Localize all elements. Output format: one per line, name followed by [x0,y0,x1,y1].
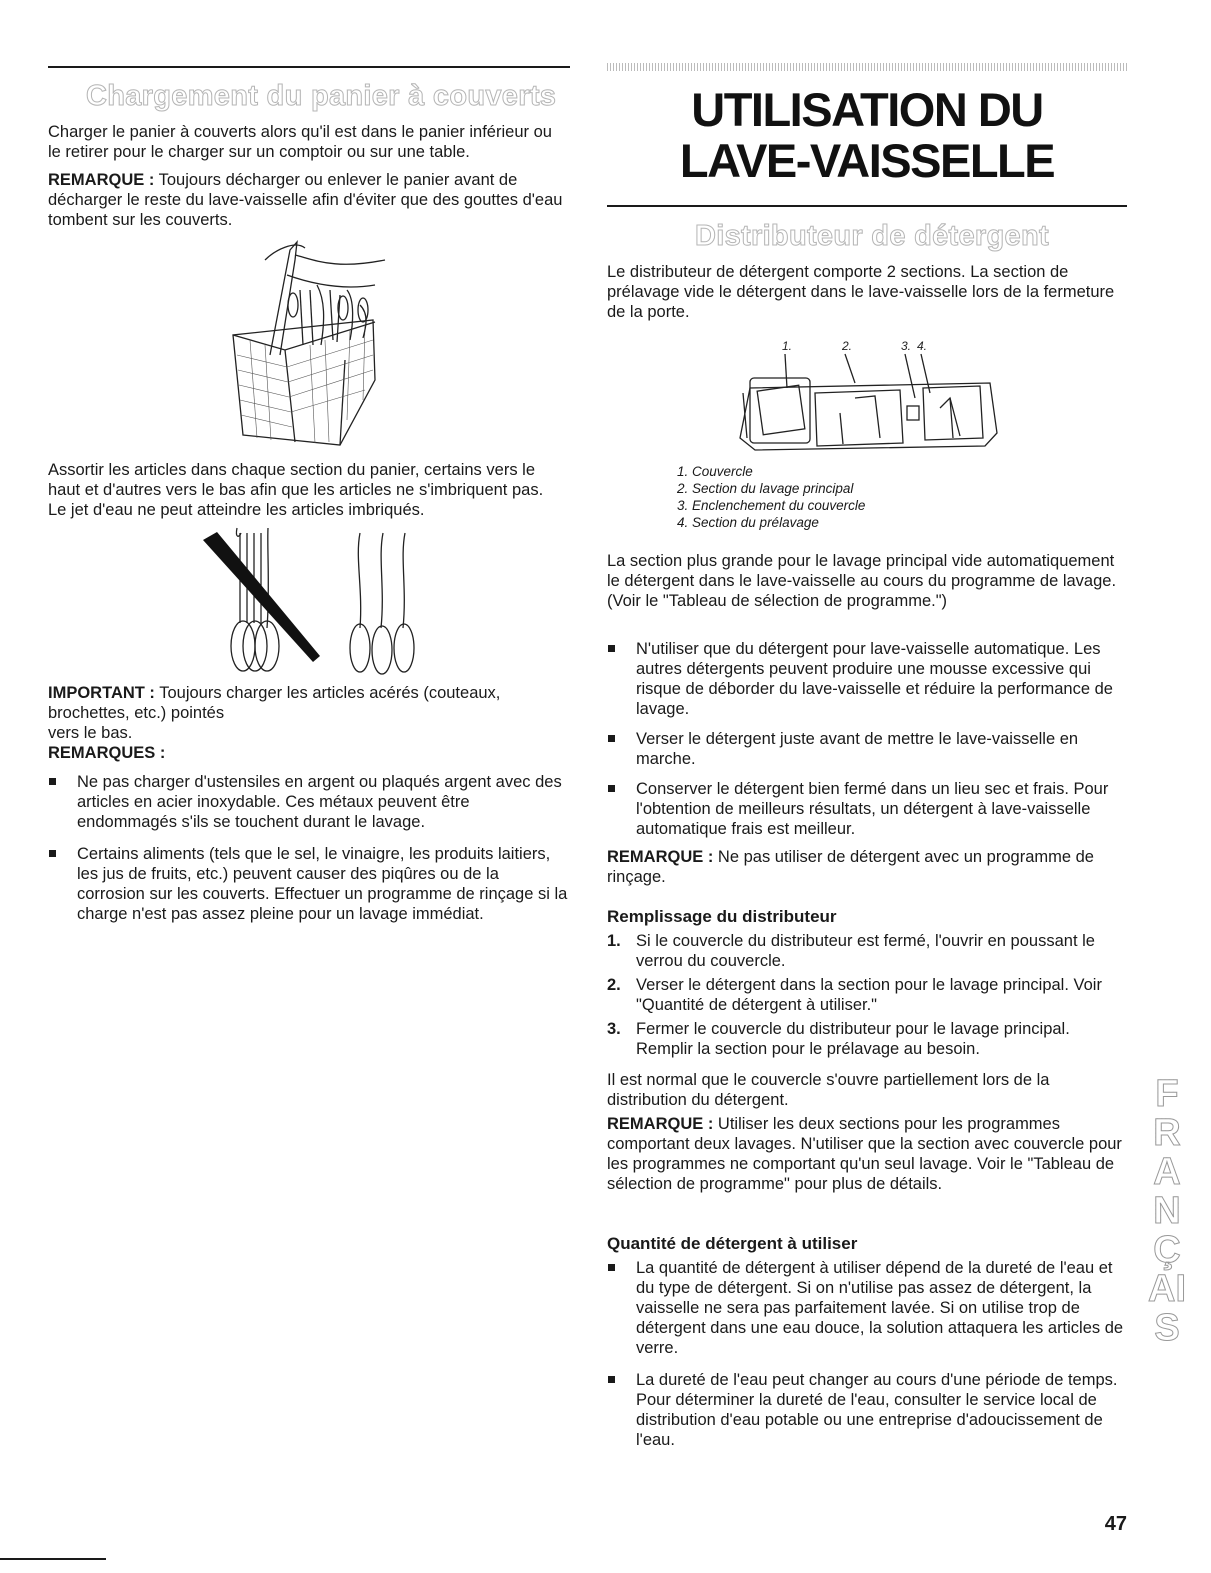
caption-item: 1. Couvercle [677,464,753,479]
right-top-dotted-rule [607,63,1127,71]
bullet-icon [608,1376,615,1383]
list-item: Certains aliments (tels que le sel, le vinaigre, les produits laitiers, les jus de fruits, etc.) peuvent causer des piqûres ou de la corrosion sur les couverts. Effectuer un programme de rinçage si la charge n'est pas assez pleine pour un lavage immédiat. [48,844,568,924]
step-item: 1. Si le couvercle du distributeur est fermé, l'ouvrir en poussant le verrou du couvercle. [607,932,1095,970]
normal-open-paragraph: Il est normal que le couvercle s'ouvre partiellement lors de la distribution du détergent. [607,1071,1050,1109]
quantity-subheading: Quantité de détergent à utiliser [607,1234,858,1253]
important-label: IMPORTANT : [48,684,155,702]
page-number: 47 [1104,1513,1127,1535]
cutlery-basket-illustration [225,230,395,450]
caption-item: 3. Enclenchement du couvercle [677,498,866,513]
important-text-2: vers le bas. [48,724,133,742]
remarques-label: REMARQUES : [48,744,166,762]
caption-item: 4. Section du prélavage [677,515,819,530]
note-label: REMARQUE : [607,848,714,866]
diagram-captions [677,463,977,531]
sort-paragraph: Assortir les articles dans chaque section du panier, certains vers le haut et d'autres vers le bas afin que les articles ne s'imbriquent pas. Le jet d'eau ne peut atteindre les articles imbriqués. [48,461,544,519]
important-text: Toujours charger les articles acérés (couteaux, brochettes, etc.) pointés [48,684,501,722]
bullet-icon [608,645,615,652]
list-item: La dureté de l'eau peut changer au cours d'une période de temps. Pour déterminer la dureté de l'eau, consulter le service local de distribution d'eau potable ou une entreprise d'adoucissement de l'eau. [607,1370,1127,1450]
important-paragraph [48,683,568,743]
step-item: 2. Verser le détergent dans la section pour le lavage principal. Voir "Quantité de détergent à utiliser." [607,976,1102,1014]
dispenser-intro: Le distributeur de détergent comporte 2 sections. La section de prélavage vide le détergent dans le lave-vaisselle lors de la fermeture de la porte. [607,263,1115,321]
note-label: REMARQUE : [48,171,155,189]
list-item: N'utiliser que du détergent pour lave-vaisselle automatique. Les autres détergents peuvent produire une mousse excessive qui risque de déborder du lave-vaisselle et réduire la performance de lavage. [607,639,1127,719]
filling-steps [607,931,1127,1059]
bullet-icon [608,735,615,742]
language-tab-text: FRANÇAIS [1148,1073,1186,1349]
left-top-rule [48,66,570,68]
right-section-heading: Distributeur de détergent [695,220,1049,252]
right-title-rule [607,205,1127,207]
list-item: Ne pas charger d'ustensiles en argent ou plaqués argent avec des articles en acier inoxydable. Ces métaux peuvent être endommagés s'ils se touchent durant le lavage. [48,772,568,832]
caption-item: 2. Section du lavage principal [677,481,854,496]
note-text: Toujours décharger ou enlever le panier avant de décharger le reste du lave-vaisselle afin d'éviter que des gouttes d'eau tombent sur les couverts. [48,171,563,229]
filling-subheading: Remplissage du distributeur [607,907,837,926]
two-sections-note: REMARQUE : Utiliser les deux sections pour les programmes comportant deux lavages. N'utiliser que la section avec couvercle pour les programmes ne comportant qu'un seul lavage. Voir le "Tableau de sélection de programme" pour plus de détails. [607,1115,1122,1193]
footer-rule [0,1558,106,1560]
note-label: REMARQUE : [607,1115,714,1133]
nested-spoons-illustration [195,528,435,673]
quantity-bullets [607,1258,1127,1450]
bullet-icon [49,778,56,785]
list-item: Verser le détergent juste avant de mettre le lave-vaisselle en marche. [607,729,1127,769]
rinse-note: REMARQUE : Ne pas utiliser de détergent avec un programme de rinçage. [607,848,1094,886]
bullet-icon [49,850,56,857]
diagram-label-3: 3. [901,339,912,353]
diagram-label-2: 2. [842,339,853,353]
detergent-bullets [607,639,1127,839]
left-section-heading: Chargement du panier à couverts [86,80,557,112]
diagram-label-1: 1. [782,339,793,353]
detergent-dispenser-diagram [735,338,1000,458]
bullet-icon [608,785,615,792]
remarques-list [48,772,568,924]
bullet-icon [608,1264,615,1271]
basket-intro: Charger le panier à couverts alors qu'il est dans le panier inférieur ou le retirer pour le charger sur un comptoir ou sur une table. [48,123,552,161]
basket-note [48,170,568,230]
list-item: Conserver le détergent bien fermé dans un lieu sec et frais. Pour l'obtention de meilleurs résultats, un détergent à lave-vaisselle automatique frais est meilleur. [607,779,1127,839]
page-title-line2: LAVE-VAISSELLE [679,134,1055,187]
step-item: 3. Fermer le couvercle du distributeur pour le lavage principal. Remplir la section pour le prélavage au besoin. [607,1020,1070,1058]
language-tab [1146,1075,1188,1348]
list-item: La quantité de détergent à utiliser dépend de la dureté de l'eau et du type de détergent. Si on n'utilise pas assez de détergent, la vaisselle ne sera pas parfaitement lavée. Si on utilise trop de détergent dans une eau douce, la solution attaquera les articles de verre. [607,1258,1127,1358]
diagram-label-4: 4. [917,339,928,353]
main-wash-paragraph: La section plus grande pour le lavage principal vide automatiquement le détergent dans le lave-vaisselle au cours du programme de lavage. (Voir le "Tableau de sélection de programme.") [607,552,1117,610]
page-title-line1: UTILISATION DU [691,83,1043,136]
